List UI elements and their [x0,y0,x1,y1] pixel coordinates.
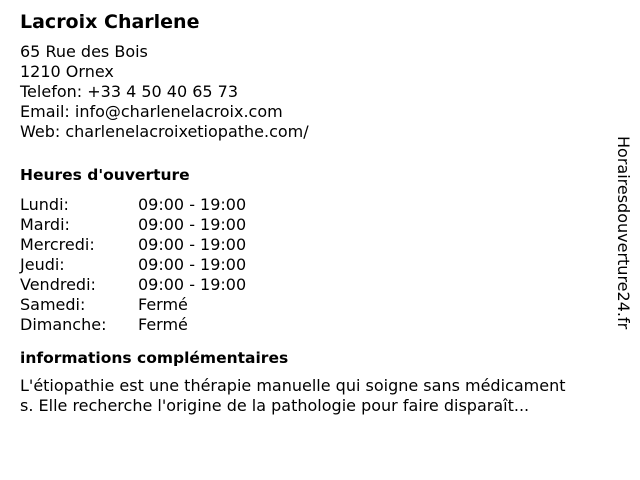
hours-row-vendredi [20,275,610,295]
day-label: Lundi: [20,195,69,214]
business-card [20,10,610,416]
hours-heading: Heures d'ouverture [20,166,190,184]
address-city: 1210 Ornex [20,62,114,81]
hours-row-dimanche [20,315,610,335]
business-name: Lacroix Charlene [20,11,200,33]
website: Web: charlenelacroixetiopathe.com/ [20,122,309,141]
hours-row-mardi [20,215,610,235]
time-value: Fermé [138,295,188,314]
time-value: 09:00 - 19:00 [138,275,247,294]
time-value: Fermé [138,315,188,334]
phone-number: Telefon: +33 4 50 40 65 73 [20,82,239,101]
time-value: 09:00 - 19:00 [138,255,247,274]
day-label: Jeudi: [20,255,65,274]
time-value: 09:00 - 19:00 [138,215,247,234]
info-line-2: s. Elle recherche l'origine de la pathologie pour faire disparaît... [20,396,530,415]
day-label: Dimanche: [20,315,107,334]
info-line-1: L'étiopathie est une thérapie manuelle qui soigne sans médicament [20,376,566,395]
hours-row-lundi [20,195,610,215]
day-label: Mardi: [20,215,70,234]
hours-row-mercredi [20,235,610,255]
day-label: Samedi: [20,295,86,314]
contact-block [20,42,610,142]
hours-row-samedi [20,295,610,315]
opening-hours-list [20,195,610,335]
email-address: Email: info@charlenelacroix.com [20,102,283,121]
time-value: 09:00 - 19:00 [138,235,247,254]
day-label: Vendredi: [20,275,96,294]
day-label: Mercredi: [20,235,95,254]
info-heading: informations complémentaires [20,349,289,367]
site-watermark: Horairesdouverture24.fr [614,136,633,330]
info-description [20,376,610,416]
time-value: 09:00 - 19:00 [138,195,247,214]
address-street: 65 Rue des Bois [20,42,148,61]
hours-row-jeudi [20,255,610,275]
